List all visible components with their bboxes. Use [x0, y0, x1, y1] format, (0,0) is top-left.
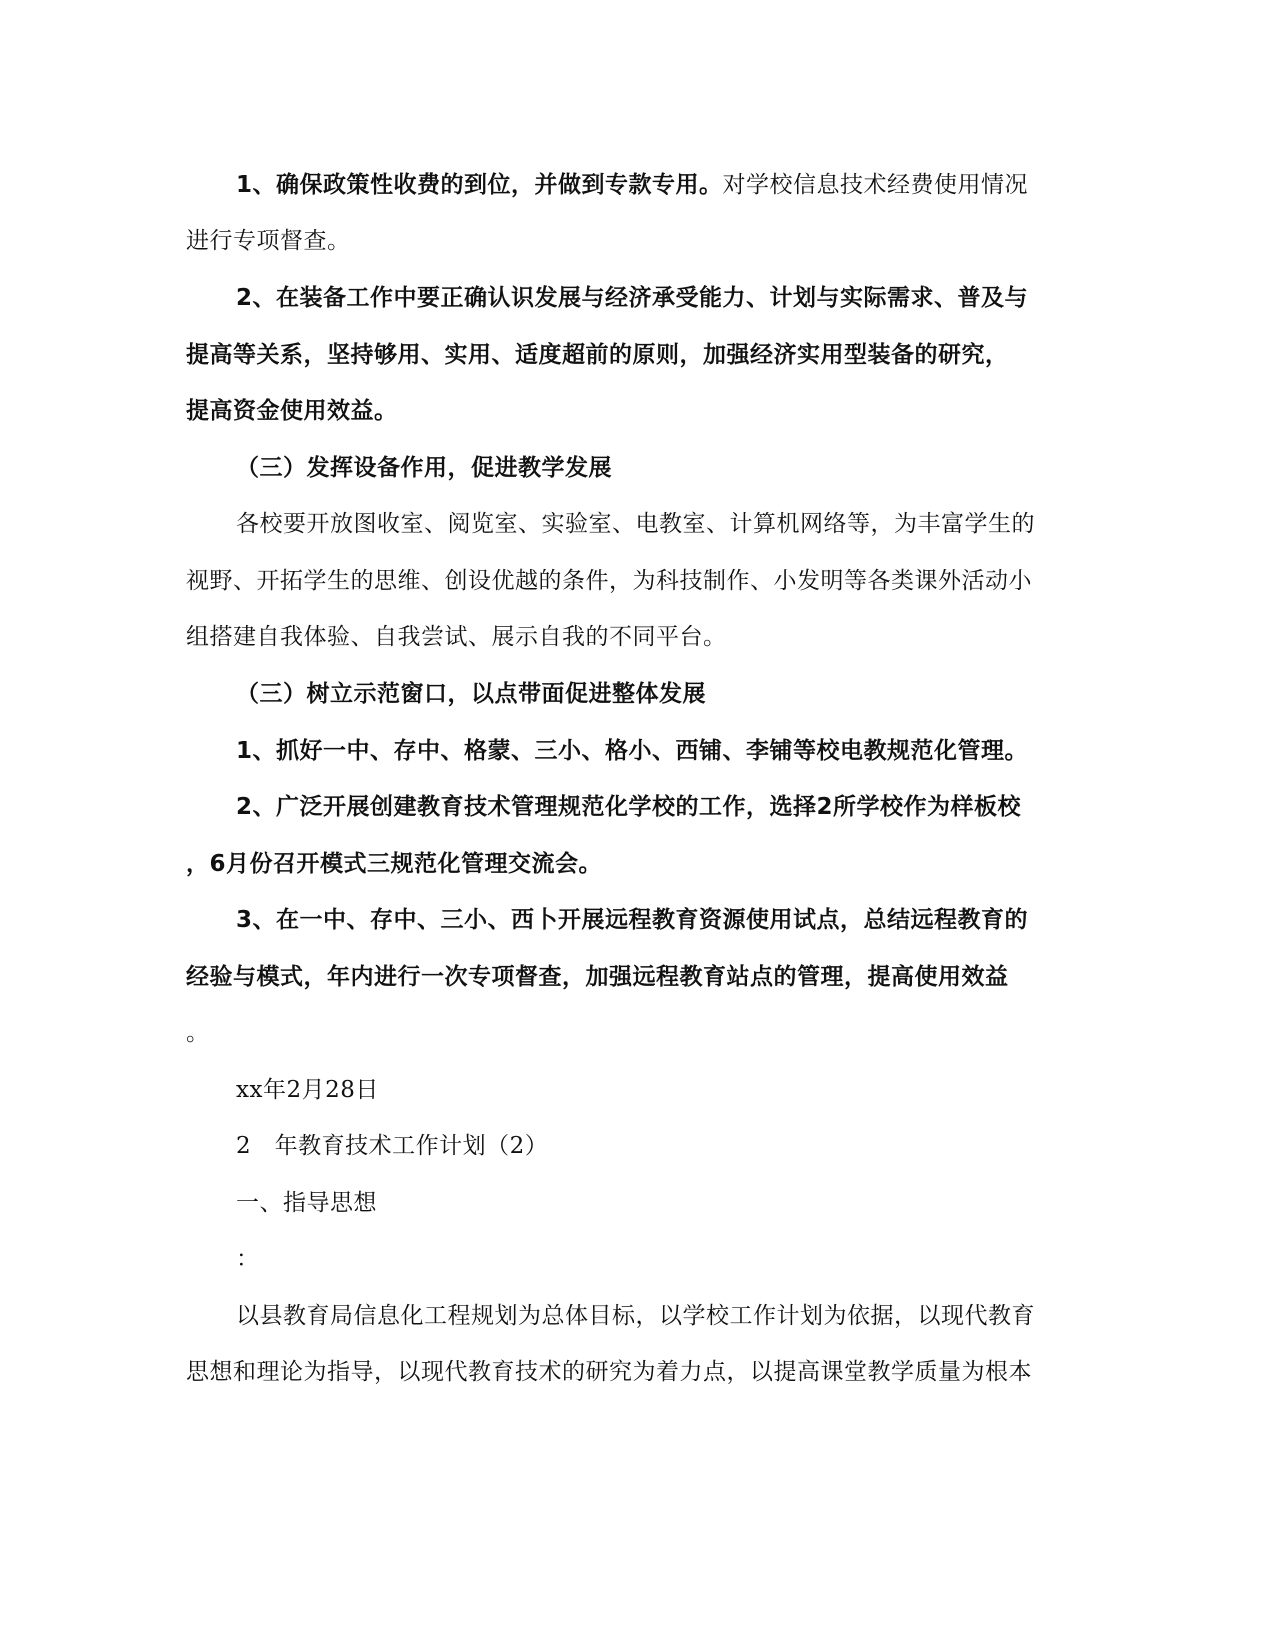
paragraph-line [236, 736, 1136, 766]
paragraph-line [236, 905, 1136, 935]
paragraph-line [236, 283, 1136, 313]
normal-text: 组搭建自我体验、自我尝试、展示自我的不同平台。 [186, 624, 727, 650]
bold-text: 3、在一中、存中、三小、西卜开展远程教育资源使用试点，总结远程教育的 [236, 907, 1029, 933]
normal-text: 各校要开放图收室、阅览室、实验室、电教室、计算机网络等，为丰富学生的 [236, 511, 1035, 537]
paragraph-line [186, 226, 1086, 256]
paragraph-line [186, 566, 1086, 596]
normal-text: 以县教育局信息化工程规划为总体目标，以学校工作计划为依据，以现代教育 [236, 1303, 1035, 1329]
bold-text: ，6月份召开模式三规范化管理交流会。 [186, 851, 603, 877]
bold-text: （三）发挥设备作用，促进教学发展 [236, 455, 612, 481]
paragraph-line [186, 340, 1086, 370]
normal-text: 视野、开拓学生的思维、创设优越的条件，为科技制作、小发明等各类课外活动小 [186, 568, 1032, 594]
paragraph-line [186, 962, 1086, 992]
bold-text: 1、抓好一中、存中、格蒙、三小、格小、西铺、李铺等校电教规范化管理。 [236, 738, 1029, 764]
bold-text: 提高资金使用效益。 [186, 398, 398, 424]
paragraph-line [236, 509, 1136, 539]
paragraph-line [186, 1018, 1086, 1048]
bold-text: 2、广泛开展创建教育技术管理规范化学校的工作，选择2所学校作为样板校 [236, 794, 1022, 820]
bold-text: 2、在装备工作中要正确认识发展与经济承受能力、计划与实际需求、普及与 [236, 285, 1029, 311]
normal-text: 思想和理论为指导，以现代教育技术的研究为着力点，以提高课堂教学质量为根本 [186, 1359, 1032, 1385]
paragraph-line [236, 792, 1136, 822]
paragraph-line [236, 170, 1136, 200]
paragraph-line [186, 622, 1086, 652]
section-heading [236, 679, 1136, 709]
document-title [236, 1131, 1136, 1161]
paragraph-line [186, 396, 1086, 426]
normal-text: 对学校信息技术经费使用情况 [722, 172, 1029, 198]
bold-text: 1、确保政策性收费的到位，并做到专款专用。 [236, 172, 723, 198]
bold-text: 提高等关系，坚持够用、实用、适度超前的原则，加强经济实用型装备的研究， [186, 342, 1009, 368]
normal-text: 。 [186, 1020, 210, 1046]
section-heading [236, 1188, 1136, 1218]
section-heading [236, 453, 1136, 483]
normal-text: ： [236, 1246, 260, 1272]
normal-text: xx年2月28日 [236, 1077, 379, 1103]
paragraph-line [186, 1357, 1086, 1387]
paragraph-line [236, 1301, 1136, 1331]
bold-text: （三）树立示范窗口，以点带面促进整体发展 [236, 681, 706, 707]
paragraph-line [236, 1244, 1136, 1274]
date-line [236, 1075, 1136, 1105]
normal-text: 进行专项督查。 [186, 228, 351, 254]
normal-text: 2 年教育技术工作计划（2） [236, 1133, 549, 1159]
normal-text: 一、指导思想 [236, 1190, 377, 1216]
bold-text: 经验与模式，年内进行一次专项督查，加强远程教育站点的管理，提高使用效益 [186, 964, 1009, 990]
paragraph-line [186, 849, 1086, 879]
